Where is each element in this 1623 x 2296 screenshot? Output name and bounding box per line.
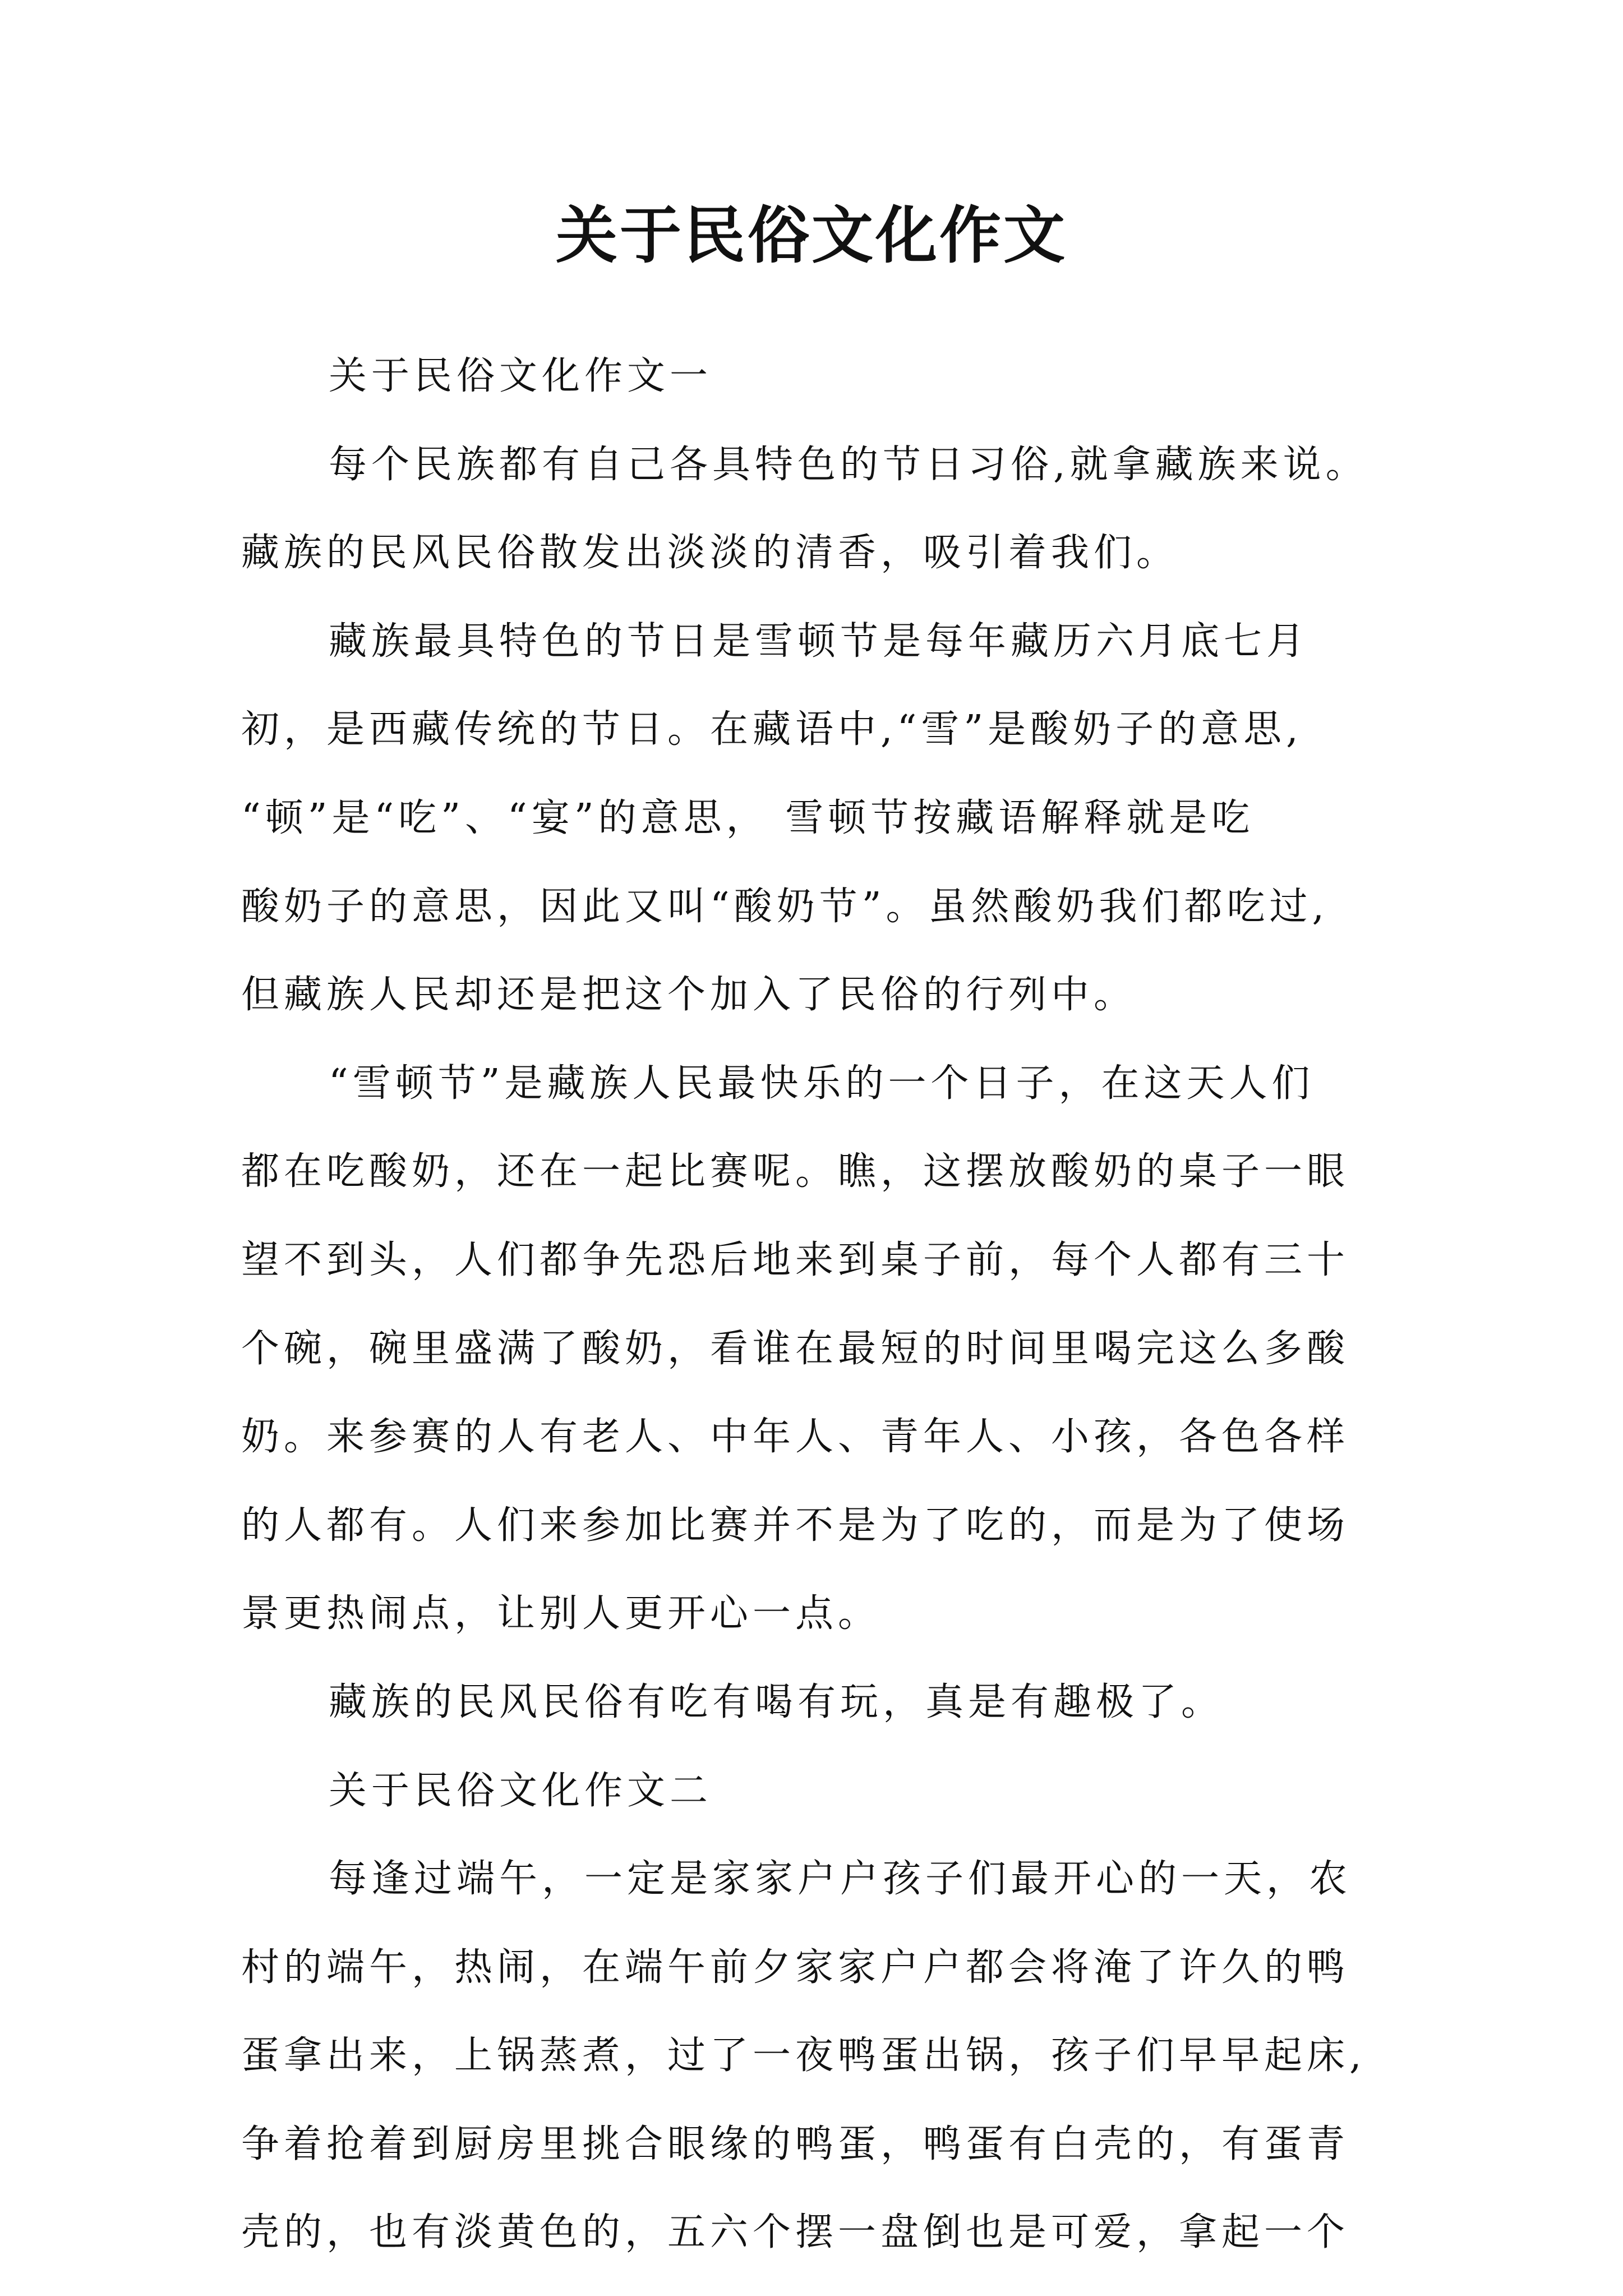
- paragraph-line: 每个民族都有自己各具特色的节日习俗,就拿藏族来说。: [329, 442, 1368, 487]
- paragraph-line: 壳的，也有淡黄色的，五六个摆一盘倒也是可爱，拿起一个: [241, 2210, 1350, 2255]
- paragraph-line: 蛋拿出来，上锅蒸煮，过了一夜鸭蛋出锅，孩子们早早起床,: [241, 2033, 1366, 2078]
- paragraph-line: “雪顿节”是藏族人民最快乐的一个日子，在这天人们: [329, 1061, 1315, 1106]
- paragraph-line: 村的端午，热闹，在端午前夕家家户户都会将淹了许久的鸭: [241, 1945, 1350, 1990]
- paragraph-line: 个碗，碗里盛满了酸奶，看谁在最短的时间里喝完这么多酸: [241, 1326, 1350, 1371]
- paragraph-line: 景更热闹点，让别人更开心一点。: [241, 1591, 881, 1636]
- section-heading: 关于民俗文化作文二: [329, 1768, 713, 1813]
- paragraph-line: 酸奶子的意思，因此又叫“酸奶节”。虽然酸奶我们都吃过,: [241, 884, 1329, 929]
- document-title: 关于民俗文化作文: [556, 199, 1067, 272]
- paragraph-line: 藏族的民风民俗散发出淡淡的清香，吸引着我们。: [241, 531, 1179, 576]
- paragraph-line: 但藏族人民却还是把这个加入了民俗的行列中。: [241, 973, 1137, 1018]
- paragraph-line: 奶。来参赛的人有老人、中年人、青年人、小孩，各色各样: [241, 1415, 1350, 1460]
- document-body: [241, 332, 1413, 2277]
- paragraph-line: 每逢过端午，一定是家家户户孩子们最开心的一天，农: [329, 1857, 1352, 1902]
- paragraph-line: 的人都有。人们来参加比赛并不是为了吃的，而是为了使场: [241, 1503, 1350, 1548]
- paragraph-line: 藏族最具特色的节日是雪顿节是每年藏历六月底七月: [329, 619, 1310, 664]
- paragraph-line: 藏族的民风民俗有吃有喝有玩，真是有趣极了。: [329, 1680, 1224, 1724]
- paragraph-line: 初，是西藏传统的节日。在藏语中,“雪”是酸奶子的意思,: [241, 707, 1303, 752]
- paragraph-line: 都在吃酸奶，还在一起比赛呢。瞧，这摆放酸奶的桌子一眼: [241, 1149, 1350, 1194]
- section-heading: 关于民俗文化作文一: [329, 354, 713, 398]
- paragraph-line: 争着抢着到厨房里挑合眼缘的鸭蛋，鸭蛋有白壳的，有蛋青: [241, 2122, 1350, 2166]
- paragraph-line: “顿”是“吃”、“宴”的意思， 雪顿节按藏语解释就是吃: [241, 795, 1255, 840]
- paragraph-line: 望不到头，人们都争先恐后地来到桌子前，每个人都有三十: [241, 1237, 1350, 1282]
